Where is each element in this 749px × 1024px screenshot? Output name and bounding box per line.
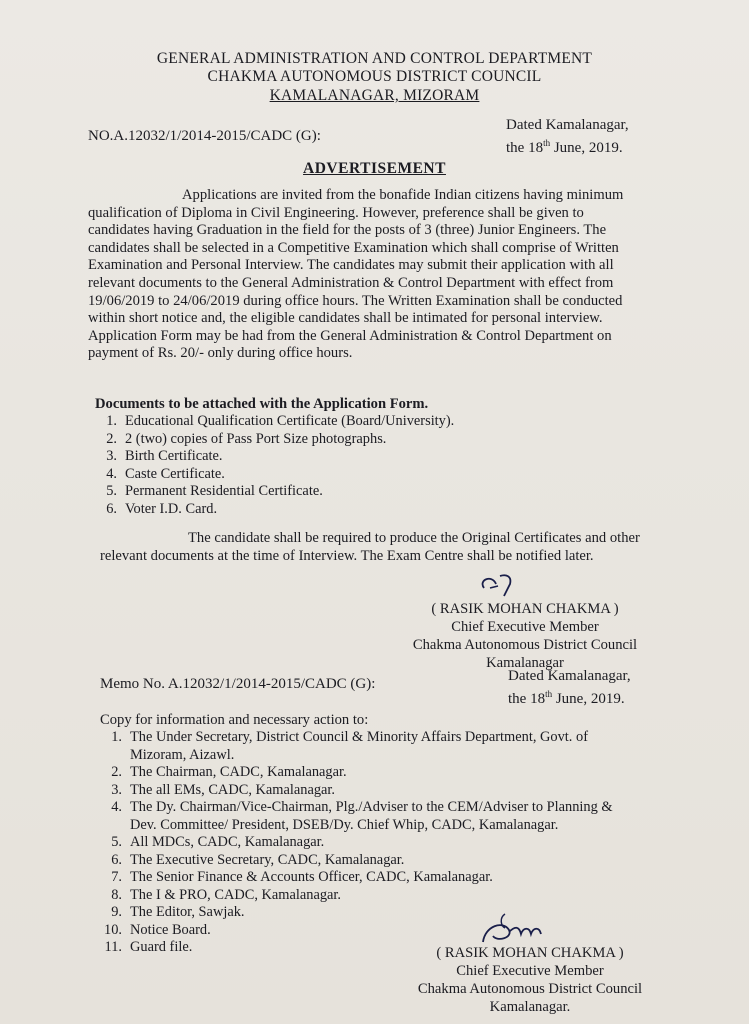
advertisement-title — [0, 160, 749, 178]
department-name: GENERAL ADMINISTRATION AND CONTROL DEPARTMENT — [156, 50, 593, 67]
advertisement-title-text: ADVERTISEMENT — [303, 160, 446, 177]
list-item: 1. The Under Secretary, District Council & Minority Affairs Department, Govt. of — [111, 729, 588, 745]
date-day: the 18 — [506, 140, 544, 156]
list-item-continuation: Mizoram, Aizawl. — [130, 746, 235, 763]
documents-heading: Documents to be attached with the Application Form. — [95, 396, 429, 412]
memo-date-line2 — [508, 685, 631, 708]
body-line: qualification of Diploma in Civil Engineering. However, preference shall be given to — [88, 204, 584, 221]
list-item: 7. The Senior Finance & Accounts Officer, CADC, Kamalanagar. — [111, 869, 493, 885]
body-line: within short notice and, the eligible candidates shall be intimated for personal interview. — [88, 310, 603, 327]
reference-number: NO.A.12032/1/2014-2015/CADC (G): — [88, 128, 321, 144]
list-item: 3. The all EMs, CADC, Kamalanagar. — [111, 781, 336, 798]
body-line: candidates having Graduation in the field for the posts of 3 (three) Junior Engineers. The — [88, 222, 607, 239]
list-item: 1. Educational Qualification Certificate (Board/University). — [106, 413, 455, 429]
place-heading — [0, 87, 749, 105]
memo-number: Memo No. A.12032/1/2014-2015/CADC (G): — [100, 676, 376, 692]
date-rest: June, 2019. — [550, 140, 623, 156]
list-item: 9. The Editor, Sawjak. — [111, 904, 245, 920]
copy-heading: Copy for information and necessary action to: — [100, 712, 369, 728]
body-line: Application Form may be had from the General Administration & Control Department on — [88, 327, 612, 344]
documents-list — [95, 413, 454, 518]
body-paragraph — [88, 187, 678, 363]
council-name: CHAKMA AUTONOMOUS DISTRICT COUNCIL — [207, 68, 542, 85]
date-block — [506, 116, 629, 157]
signatory-name: ( RASIK MOHAN CHAKMA ) — [436, 945, 624, 961]
memo-date-rest: June, 2019. — [552, 691, 625, 707]
list-item: 4. Caste Certificate. — [106, 465, 225, 482]
date-sup: th — [543, 138, 551, 148]
list-item-continuation: Dev. Committee/ President, DSEB/Dy. Chief Whip, CADC, Kamalanagar. — [130, 816, 559, 833]
body-line: Examination and Personal Interview. The candidates may submit their application with all — [88, 257, 614, 274]
list-item: 3. Birth Certificate. — [106, 448, 223, 464]
list-item: 4. The Dy. Chairman/Vice-Chairman, Plg./Adviser to the CEM/Adviser to Planning & — [111, 799, 613, 815]
signature-block-2 — [380, 944, 680, 1016]
memo-date-line1: Dated Kamalanagar, — [508, 668, 631, 684]
list-item: 2. 2 (two) copies of Pass Port Size photographs. — [106, 430, 387, 447]
closing-paragraph — [100, 530, 675, 565]
list-item: 5. All MDCs, CADC, Kamalanagar. — [111, 834, 325, 850]
list-item: 2. The Chairman, CADC, Kamalanagar. — [111, 764, 347, 780]
body-line: payment of Rs. 20/- only during office hours. — [88, 345, 353, 362]
signatory-place: Kamalanagar — [486, 655, 564, 671]
signatory-designation: Chief Executive Member — [456, 963, 604, 979]
signatory-council: Chakma Autonomous District Council — [417, 981, 643, 997]
memo-date-day: the 18 — [508, 691, 546, 707]
place-heading-text: KAMALANAGAR, MIZORAM — [269, 87, 480, 104]
closing-line: The candidate shall be required to produce the Original Certificates and other — [188, 530, 640, 546]
signatory-place: Kamalanagar. — [489, 999, 571, 1015]
list-item: 8. The I & PRO, CADC, Kamalanagar. — [111, 886, 342, 903]
body-line: candidates shall be selected in a Competitive Examination which shall comprise of Written — [88, 239, 619, 256]
signature-mark — [470, 570, 530, 600]
memo-date-block — [508, 667, 631, 708]
list-item: 5. Permanent Residential Certificate. — [106, 483, 323, 499]
signatory-designation: Chief Executive Member — [451, 619, 599, 635]
list-item: 11. Guard file. — [104, 939, 193, 955]
list-item: 6. Voter I.D. Card. — [106, 500, 218, 517]
memo-date-sup: th — [545, 689, 553, 699]
signatory-council: Chakma Autonomous District Council — [412, 637, 638, 653]
body-line: 19/06/2019 to 24/06/2019 during office hours. The Written Examination shall be conducted — [88, 292, 623, 309]
date-line2 — [506, 134, 629, 157]
closing-line: relevant documents at the time of Interview. The Exam Centre shall be notified later. — [100, 547, 594, 564]
signature-block-1 — [380, 600, 670, 672]
body-line: relevant documents to the General Administration & Control Department with effect from — [88, 274, 614, 291]
list-item: 10. Notice Board. — [104, 921, 211, 938]
date-line1: Dated Kamalanagar, — [506, 117, 629, 133]
list-item: 6. The Executive Secretary, CADC, Kamalanagar. — [111, 851, 405, 868]
body-line: Applications are invited from the bonafide Indian citizens having minimum — [182, 187, 624, 203]
signatory-name: ( RASIK MOHAN CHAKMA ) — [431, 601, 619, 617]
